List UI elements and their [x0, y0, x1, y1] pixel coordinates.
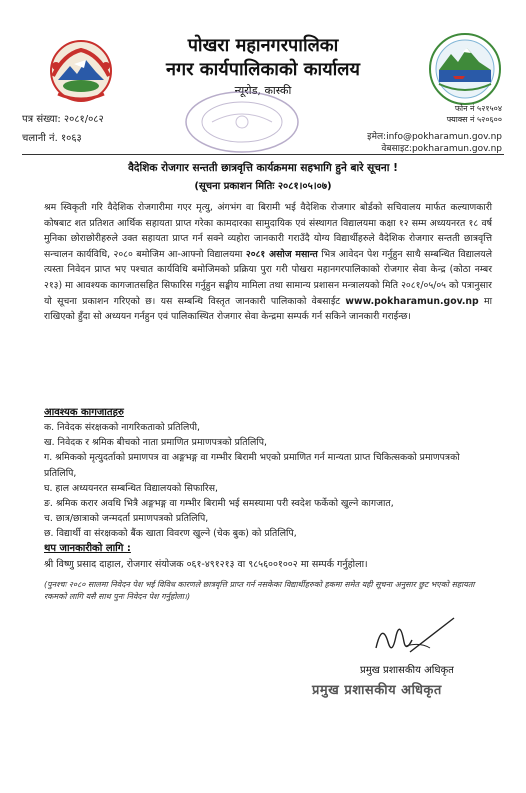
office-address: न्यूरोड, कास्की	[234, 84, 292, 97]
list-item: घ. हाल अध्ययनरत सम्बन्धित विद्यालयको सिफारिस,	[44, 482, 218, 494]
reference-number: पत्र संख्या: २०८१/०८२	[22, 114, 104, 125]
signature-icon	[370, 612, 460, 662]
contact-heading: थप जानकारीको लागि :	[44, 543, 131, 554]
contact-text: श्री विष्णु प्रसाद दाहाल, रोजगार संयोजक ०६१-४९१२१३ वा ९८५६००१००२ मा सम्पर्क गर्नुहोला।	[44, 559, 368, 570]
website-address[interactable]: वेबसाइट:pokharamun.gov.np	[381, 144, 502, 154]
dispatch-number: चलानी नं. १०६३	[22, 133, 82, 144]
fax-number: फ्याक्स नं ५२०६००	[446, 115, 502, 124]
notice-subject: वैदेशिक रोजगार सन्तती छात्रवृत्ति कार्यक्रममा सहभागि हुने बारे सूचना !	[128, 162, 398, 174]
website-link[interactable]: www.pokharamun.gov.np	[345, 295, 479, 307]
office-title: पोखरा महानगरपालिका	[187, 35, 339, 56]
list-item: ङ. श्रमिक करार अवधि भित्रै अङ्गभङ्ग वा गम्भीर बिरामी भई समस्यामा परी स्वदेश फर्केको खुल्ने कागजात,	[44, 498, 394, 510]
email-address[interactable]: इमेल:info@pokharamun.gov.np	[367, 132, 502, 142]
list-item: ग. श्रमिकको मृत्युदर्ताको प्रमाणपत्र वा अङ्गभङ्ग वा गम्भीर बिरामी भएको प्रमाणित गर्न मान्यता प्राप्त चिकित्सकको प्रमाणपत्रको प्रतिलिपि,	[44, 452, 460, 479]
list-item: छ. विद्यार्थी वा संरक्षकको बैंक खाता विवरण खुल्ने (चेक बुक) को प्रतिलिपि,	[44, 528, 297, 540]
documents-heading: आवश्यक कागजातहरु	[44, 407, 124, 418]
city-lake-emblem-icon	[425, 30, 505, 108]
header-divider	[22, 154, 504, 155]
publish-date: (सूचना प्रकाशन मितिः २०८१।०५।०७)	[194, 181, 332, 192]
body-text-a: श्रम स्विकृती गरि वैदेशिक रोजगारीमा गएर मृत्यु, अंगभंग वा बिरामी भई वैदेशिक रोजगार बोर्डको सचिवालय मार्फत कल्याणकारी कोषबाट शत प्रतिशत आर्थिक सहायता प्राप्त गरेका कामदारका सामुदायिक एवं संस्थागत विद्यालयमा कक्षा १२ सम्म अध्ययनरत १८ वर्ष मुनिका छोराछोरीहरुले उक्त सहायता प्राप्त गर्न सक्ने व्यहोरा जानकारी गराउँदै योग्य विद्यार्थीहरुले वैदेशिक रोजगार सन्तती छात्रवृत्ति सन्चालन कार्यविधि, २०८० बमोजिम आ-आफ्नो विद्यालयमा	[44, 202, 492, 260]
phone-number: फोन नं ५२१५०४	[454, 104, 502, 113]
office-subtitle: नगर कार्यपालिकाको कार्यालय	[166, 59, 360, 80]
pokhara-emblem-icon	[44, 36, 118, 106]
deadline-text: २०८१ असोज मसान्त	[245, 248, 318, 260]
signatory-stamp: प्रमुख प्रशासकीय अधिकृत	[312, 683, 442, 698]
signatory-title: प्रमुख प्रशासकीय अधिकृत	[360, 665, 454, 676]
body-text-c: मा राखिएको हुँदा सो अध्ययन गर्नहुन एवं पालिकास्थित रोजगार सेवा केन्द्रमा सम्पर्क गर्न सकिने जानकारी गराईन्छ।	[44, 295, 492, 323]
documents-list	[44, 420, 492, 542]
list-item: च. छात्र/छात्राको जन्मदर्ता प्रमाणपत्रको प्रतिलिपि,	[44, 513, 209, 525]
list-item: क. निवेदक संरक्षकको नागरिकताको प्रतिलिपी,	[44, 422, 200, 433]
body-text-b: भित्र आवेदन पेश गर्नुहुन साथै सम्बन्धित विद्यालयले त्यस्ता निवेदन प्राप्त भए पश्चात कार्यविधि बमोजिमको प्रक्रिया पुरा गरी पोखरा महानगरपालिकाको रोजगार सेवा केन्द्र (कोठा नम्बर २१३) मा आवश्यक कागजातसहित सिफारिस गर्नुहुन सङ्घीय मामिला तथा सामान्य प्रशासन मन्त्रालयको मिति २०८१/०५/०५ को पत्रानुसार यो सूचना प्रकाशन गरिएको छ। यस सम्बन्धि विस्तृत जानकारी पालिकाको वेबसाईट	[44, 248, 492, 307]
office-seal-icon	[178, 86, 306, 158]
notice-body	[44, 200, 492, 325]
footnote: (पुनश्चः २०८० सालमा निवेदन पेश भई विविध कारणले छात्रवृत्ति प्राप्त गर्न नसकेका विद्यार्थीहरुको हकमा समेत यही सूचना अनुसार छुट भएको सहायता रकमको लागि यसै साथ पुनः निवेदन पेश गर्नुहोला।)	[44, 580, 475, 601]
list-item: ख. निवेदक र श्रमिक बीचको नाता प्रमाणित प्रमाणपत्रको प्रतिलिपि,	[44, 437, 267, 449]
